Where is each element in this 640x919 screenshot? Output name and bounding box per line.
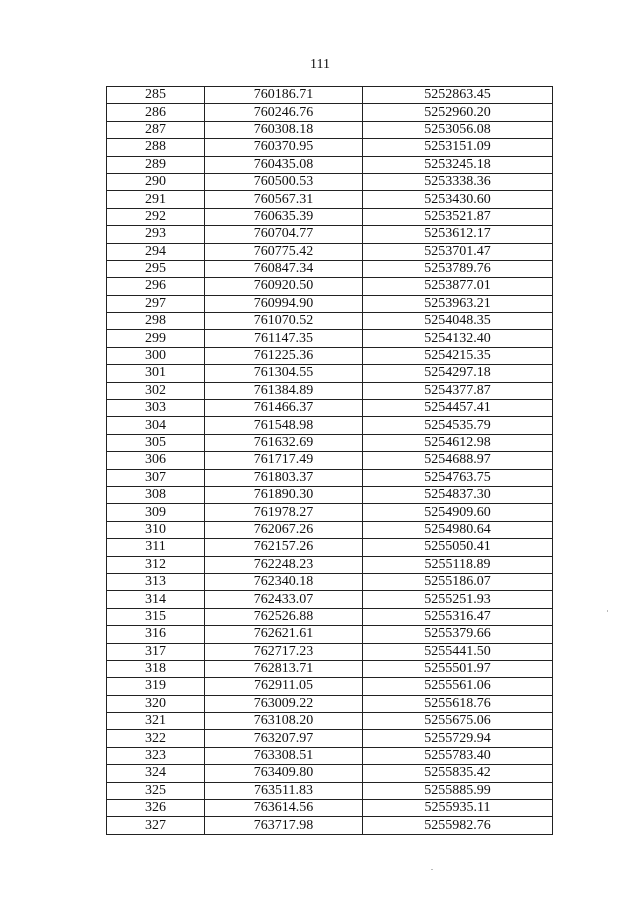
y-coordinate-cell: 5255501.97 bbox=[363, 660, 553, 677]
table-row bbox=[107, 660, 553, 677]
point-number-cell: 288 bbox=[107, 139, 205, 156]
y-coordinate-cell: 5255729.94 bbox=[363, 730, 553, 747]
y-coordinate-cell: 5255379.66 bbox=[363, 626, 553, 643]
y-coordinate-cell: 5254837.30 bbox=[363, 486, 553, 503]
x-coordinate-cell: 763207.97 bbox=[205, 730, 363, 747]
table-row bbox=[107, 695, 553, 712]
y-coordinate-cell: 5254132.40 bbox=[363, 330, 553, 347]
point-number-cell: 313 bbox=[107, 573, 205, 590]
table-row bbox=[107, 139, 553, 156]
x-coordinate-cell: 762813.71 bbox=[205, 660, 363, 677]
y-coordinate-cell: 5254763.75 bbox=[363, 469, 553, 486]
point-number-cell: 326 bbox=[107, 800, 205, 817]
y-coordinate-cell: 5255618.76 bbox=[363, 695, 553, 712]
x-coordinate-cell: 761632.69 bbox=[205, 434, 363, 451]
point-number-cell: 307 bbox=[107, 469, 205, 486]
y-coordinate-cell: 5254535.79 bbox=[363, 417, 553, 434]
table-row bbox=[107, 313, 553, 330]
table-row bbox=[107, 626, 553, 643]
point-number-cell: 319 bbox=[107, 678, 205, 695]
y-coordinate-cell: 5255885.99 bbox=[363, 782, 553, 799]
point-number-cell: 317 bbox=[107, 643, 205, 660]
x-coordinate-cell: 761890.30 bbox=[205, 486, 363, 503]
point-number-cell: 302 bbox=[107, 382, 205, 399]
table-row bbox=[107, 191, 553, 208]
y-coordinate-cell: 5253612.17 bbox=[363, 226, 553, 243]
table-row bbox=[107, 156, 553, 173]
point-number-cell: 324 bbox=[107, 765, 205, 782]
page-number: 111 bbox=[310, 57, 330, 72]
y-coordinate-cell: 5254457.41 bbox=[363, 400, 553, 417]
table-row bbox=[107, 400, 553, 417]
table-row bbox=[107, 747, 553, 764]
x-coordinate-cell: 761548.98 bbox=[205, 417, 363, 434]
table-row bbox=[107, 608, 553, 625]
x-coordinate-cell: 761070.52 bbox=[205, 313, 363, 330]
point-number-cell: 320 bbox=[107, 695, 205, 712]
table-row bbox=[107, 713, 553, 730]
y-coordinate-cell: 5255050.41 bbox=[363, 539, 553, 556]
x-coordinate-cell: 763308.51 bbox=[205, 747, 363, 764]
point-number-cell: 299 bbox=[107, 330, 205, 347]
point-number-cell: 323 bbox=[107, 747, 205, 764]
point-number-cell: 315 bbox=[107, 608, 205, 625]
y-coordinate-cell: 5253056.08 bbox=[363, 121, 553, 138]
table-row bbox=[107, 173, 553, 190]
x-coordinate-cell: 762248.23 bbox=[205, 556, 363, 573]
point-number-cell: 289 bbox=[107, 156, 205, 173]
point-number-cell: 300 bbox=[107, 347, 205, 364]
x-coordinate-cell: 760370.95 bbox=[205, 139, 363, 156]
y-coordinate-cell: 5255441.50 bbox=[363, 643, 553, 660]
table-row bbox=[107, 260, 553, 277]
point-number-cell: 308 bbox=[107, 486, 205, 503]
x-coordinate-cell: 762067.26 bbox=[205, 521, 363, 538]
table-row bbox=[107, 486, 553, 503]
point-number-cell: 327 bbox=[107, 817, 205, 834]
table-row bbox=[107, 452, 553, 469]
y-coordinate-cell: 5254688.97 bbox=[363, 452, 553, 469]
table-row bbox=[107, 382, 553, 399]
point-number-cell: 304 bbox=[107, 417, 205, 434]
point-number-cell: 301 bbox=[107, 365, 205, 382]
table-row bbox=[107, 817, 553, 834]
point-number-cell: 325 bbox=[107, 782, 205, 799]
x-coordinate-cell: 760500.53 bbox=[205, 173, 363, 190]
table-row bbox=[107, 295, 553, 312]
scan-speck bbox=[607, 610, 608, 612]
x-coordinate-cell: 760635.39 bbox=[205, 208, 363, 225]
x-coordinate-cell: 762340.18 bbox=[205, 573, 363, 590]
table-row bbox=[107, 208, 553, 225]
table-row bbox=[107, 782, 553, 799]
y-coordinate-cell: 5253430.60 bbox=[363, 191, 553, 208]
x-coordinate-cell: 760847.34 bbox=[205, 260, 363, 277]
y-coordinate-cell: 5253521.87 bbox=[363, 208, 553, 225]
x-coordinate-cell: 762526.88 bbox=[205, 608, 363, 625]
y-coordinate-cell: 5255835.42 bbox=[363, 765, 553, 782]
y-coordinate-cell: 5253338.36 bbox=[363, 173, 553, 190]
y-coordinate-cell: 5253151.09 bbox=[363, 139, 553, 156]
y-coordinate-cell: 5254377.87 bbox=[363, 382, 553, 399]
y-coordinate-cell: 5255982.76 bbox=[363, 817, 553, 834]
y-coordinate-cell: 5252863.45 bbox=[363, 87, 553, 104]
y-coordinate-cell: 5254048.35 bbox=[363, 313, 553, 330]
table-row bbox=[107, 330, 553, 347]
table-row bbox=[107, 121, 553, 138]
y-coordinate-cell: 5255186.07 bbox=[363, 573, 553, 590]
point-number-cell: 296 bbox=[107, 278, 205, 295]
x-coordinate-cell: 761978.27 bbox=[205, 504, 363, 521]
table-row bbox=[107, 591, 553, 608]
table-row bbox=[107, 87, 553, 104]
table-row bbox=[107, 243, 553, 260]
table-row bbox=[107, 347, 553, 364]
coordinates-table bbox=[106, 86, 553, 835]
y-coordinate-cell: 5255316.47 bbox=[363, 608, 553, 625]
x-coordinate-cell: 763614.56 bbox=[205, 800, 363, 817]
table-row bbox=[107, 434, 553, 451]
x-coordinate-cell: 762911.05 bbox=[205, 678, 363, 695]
y-coordinate-cell: 5253245.18 bbox=[363, 156, 553, 173]
table-row bbox=[107, 278, 553, 295]
point-number-cell: 309 bbox=[107, 504, 205, 521]
point-number-cell: 292 bbox=[107, 208, 205, 225]
table-body bbox=[107, 87, 553, 835]
table-row bbox=[107, 365, 553, 382]
table-row bbox=[107, 678, 553, 695]
x-coordinate-cell: 762717.23 bbox=[205, 643, 363, 660]
table-row bbox=[107, 539, 553, 556]
x-coordinate-cell: 761466.37 bbox=[205, 400, 363, 417]
table-row bbox=[107, 800, 553, 817]
x-coordinate-cell: 762157.26 bbox=[205, 539, 363, 556]
y-coordinate-cell: 5252960.20 bbox=[363, 104, 553, 121]
y-coordinate-cell: 5255783.40 bbox=[363, 747, 553, 764]
x-coordinate-cell: 760775.42 bbox=[205, 243, 363, 260]
point-number-cell: 321 bbox=[107, 713, 205, 730]
point-number-cell: 316 bbox=[107, 626, 205, 643]
table-row bbox=[107, 417, 553, 434]
point-number-cell: 298 bbox=[107, 313, 205, 330]
y-coordinate-cell: 5254297.18 bbox=[363, 365, 553, 382]
table-row bbox=[107, 469, 553, 486]
table-row bbox=[107, 573, 553, 590]
x-coordinate-cell: 761717.49 bbox=[205, 452, 363, 469]
x-coordinate-cell: 763009.22 bbox=[205, 695, 363, 712]
point-number-cell: 310 bbox=[107, 521, 205, 538]
x-coordinate-cell: 763409.80 bbox=[205, 765, 363, 782]
point-number-cell: 291 bbox=[107, 191, 205, 208]
scan-speck bbox=[431, 869, 433, 870]
point-number-cell: 293 bbox=[107, 226, 205, 243]
y-coordinate-cell: 5253877.01 bbox=[363, 278, 553, 295]
y-coordinate-cell: 5255675.06 bbox=[363, 713, 553, 730]
x-coordinate-cell: 763108.20 bbox=[205, 713, 363, 730]
y-coordinate-cell: 5254909.60 bbox=[363, 504, 553, 521]
table-row bbox=[107, 556, 553, 573]
point-number-cell: 294 bbox=[107, 243, 205, 260]
point-number-cell: 285 bbox=[107, 87, 205, 104]
point-number-cell: 314 bbox=[107, 591, 205, 608]
x-coordinate-cell: 761225.36 bbox=[205, 347, 363, 364]
x-coordinate-cell: 761384.89 bbox=[205, 382, 363, 399]
x-coordinate-cell: 760704.77 bbox=[205, 226, 363, 243]
x-coordinate-cell: 760920.50 bbox=[205, 278, 363, 295]
table-row bbox=[107, 765, 553, 782]
x-coordinate-cell: 760186.71 bbox=[205, 87, 363, 104]
y-coordinate-cell: 5253789.76 bbox=[363, 260, 553, 277]
x-coordinate-cell: 761803.37 bbox=[205, 469, 363, 486]
x-coordinate-cell: 760994.90 bbox=[205, 295, 363, 312]
point-number-cell: 305 bbox=[107, 434, 205, 451]
y-coordinate-cell: 5255935.11 bbox=[363, 800, 553, 817]
y-coordinate-cell: 5254612.98 bbox=[363, 434, 553, 451]
x-coordinate-cell: 760308.18 bbox=[205, 121, 363, 138]
x-coordinate-cell: 762433.07 bbox=[205, 591, 363, 608]
x-coordinate-cell: 763511.83 bbox=[205, 782, 363, 799]
y-coordinate-cell: 5254980.64 bbox=[363, 521, 553, 538]
table-row bbox=[107, 643, 553, 660]
point-number-cell: 303 bbox=[107, 400, 205, 417]
table-row bbox=[107, 104, 553, 121]
y-coordinate-cell: 5253701.47 bbox=[363, 243, 553, 260]
y-coordinate-cell: 5255118.89 bbox=[363, 556, 553, 573]
x-coordinate-cell: 761304.55 bbox=[205, 365, 363, 382]
point-number-cell: 318 bbox=[107, 660, 205, 677]
point-number-cell: 297 bbox=[107, 295, 205, 312]
point-number-cell: 290 bbox=[107, 173, 205, 190]
table-row bbox=[107, 226, 553, 243]
point-number-cell: 295 bbox=[107, 260, 205, 277]
table-row bbox=[107, 521, 553, 538]
x-coordinate-cell: 761147.35 bbox=[205, 330, 363, 347]
point-number-cell: 311 bbox=[107, 539, 205, 556]
point-number-cell: 286 bbox=[107, 104, 205, 121]
x-coordinate-cell: 760567.31 bbox=[205, 191, 363, 208]
y-coordinate-cell: 5254215.35 bbox=[363, 347, 553, 364]
point-number-cell: 306 bbox=[107, 452, 205, 469]
x-coordinate-cell: 760246.76 bbox=[205, 104, 363, 121]
x-coordinate-cell: 762621.61 bbox=[205, 626, 363, 643]
y-coordinate-cell: 5255561.06 bbox=[363, 678, 553, 695]
y-coordinate-cell: 5255251.93 bbox=[363, 591, 553, 608]
point-number-cell: 287 bbox=[107, 121, 205, 138]
x-coordinate-cell: 760435.08 bbox=[205, 156, 363, 173]
point-number-cell: 322 bbox=[107, 730, 205, 747]
y-coordinate-cell: 5253963.21 bbox=[363, 295, 553, 312]
point-number-cell: 312 bbox=[107, 556, 205, 573]
table-row bbox=[107, 504, 553, 521]
table-row bbox=[107, 730, 553, 747]
x-coordinate-cell: 763717.98 bbox=[205, 817, 363, 834]
